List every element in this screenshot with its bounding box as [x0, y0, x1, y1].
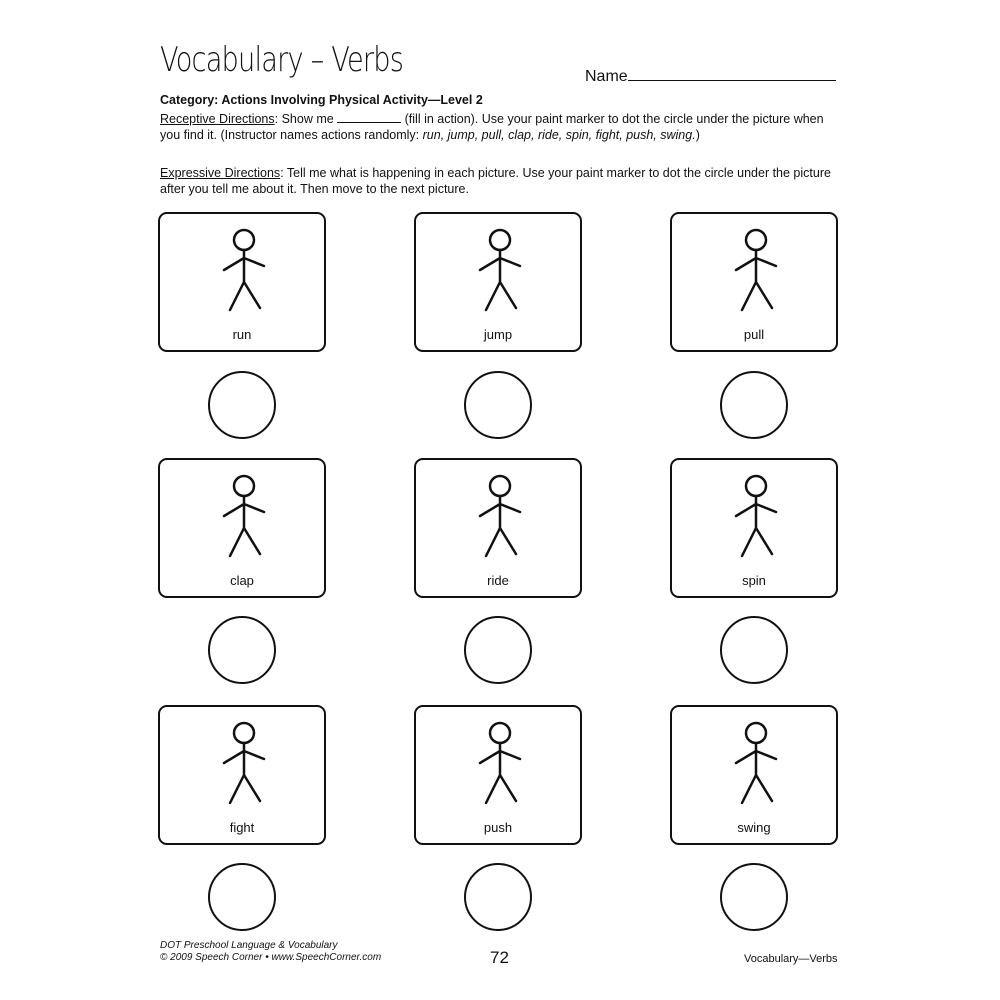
category-heading: Category: Actions Involving Physical Activity—Level 2: [160, 93, 483, 107]
dot-circle-run[interactable]: [208, 371, 276, 439]
card-label: ride: [487, 573, 509, 588]
card-label: run: [232, 327, 252, 342]
card-label: spin: [742, 573, 766, 588]
picture-card-clap[interactable]: [158, 458, 326, 598]
expressive-directions: [160, 165, 840, 197]
dot-circle-spin[interactable]: [720, 616, 788, 684]
swing-illustration-icon: [706, 715, 806, 815]
picture-card-spin[interactable]: [670, 458, 838, 598]
picture-card-swing[interactable]: [670, 705, 838, 845]
footer-copyright: © 2009 Speech Corner • www.SpeechCorner.com: [160, 952, 382, 963]
page-title: Vocabulary – Verbs: [160, 40, 404, 80]
page-number: 72: [490, 948, 509, 967]
picture-card-fight[interactable]: [158, 705, 326, 845]
dot-circle-ride[interactable]: [464, 616, 532, 684]
footer-book: DOT Preschool Language & Vocabulary: [160, 940, 338, 951]
expressive-label: Expressive Directions: [160, 166, 281, 180]
picture-card-push[interactable]: [414, 705, 582, 845]
clap-illustration-icon: [194, 468, 294, 568]
card-label: clap: [230, 573, 254, 588]
name-line: [628, 66, 836, 81]
spin-illustration-icon: [706, 468, 806, 568]
expressive-text: : Tell me what is happening in each picture. Use your paint marker to dot the circle under the picture after you tell me about it. Then move to the next picture.: [160, 166, 831, 196]
picture-card-pull[interactable]: [670, 212, 838, 352]
name-label: Name: [585, 68, 628, 85]
dot-circle-pull[interactable]: [720, 371, 788, 439]
footer-credits: [160, 940, 381, 964]
push-illustration-icon: [450, 715, 550, 815]
footer-section: Vocabulary—Verbs: [744, 953, 838, 965]
dot-circle-fight[interactable]: [208, 863, 276, 931]
card-label: jump: [483, 327, 513, 342]
dot-circle-jump[interactable]: [464, 371, 532, 439]
picture-card-jump[interactable]: [414, 212, 582, 352]
dot-circle-swing[interactable]: [720, 863, 788, 931]
dot-circle-push[interactable]: [464, 863, 532, 931]
receptive-directions: [160, 111, 840, 143]
ride-illustration-icon: [450, 468, 550, 568]
picture-card-run[interactable]: [158, 212, 326, 352]
receptive-text: (fill in action). Use your paint marker to dot the circle under the picture when you find it. (Instructor names actions randomly:: [160, 112, 824, 142]
blank-line: [337, 112, 401, 123]
action-list: run, jump, pull, clap, ride, spin, fight, push, swing.: [422, 128, 696, 142]
receptive-text: ): [695, 128, 700, 142]
fight-illustration-icon: [194, 715, 294, 815]
run-illustration-icon: [194, 222, 294, 322]
dot-circle-clap[interactable]: [208, 616, 276, 684]
card-label: swing: [737, 820, 771, 835]
card-label: push: [483, 820, 513, 835]
jump-illustration-icon: [450, 222, 550, 322]
receptive-label: Receptive Directions: [160, 112, 275, 126]
pull-illustration-icon: [706, 222, 806, 322]
name-field[interactable]: [585, 66, 836, 86]
picture-card-ride[interactable]: [414, 458, 582, 598]
receptive-text: : Show me: [274, 112, 338, 126]
card-label: fight: [229, 820, 255, 835]
card-label: pull: [743, 327, 765, 342]
